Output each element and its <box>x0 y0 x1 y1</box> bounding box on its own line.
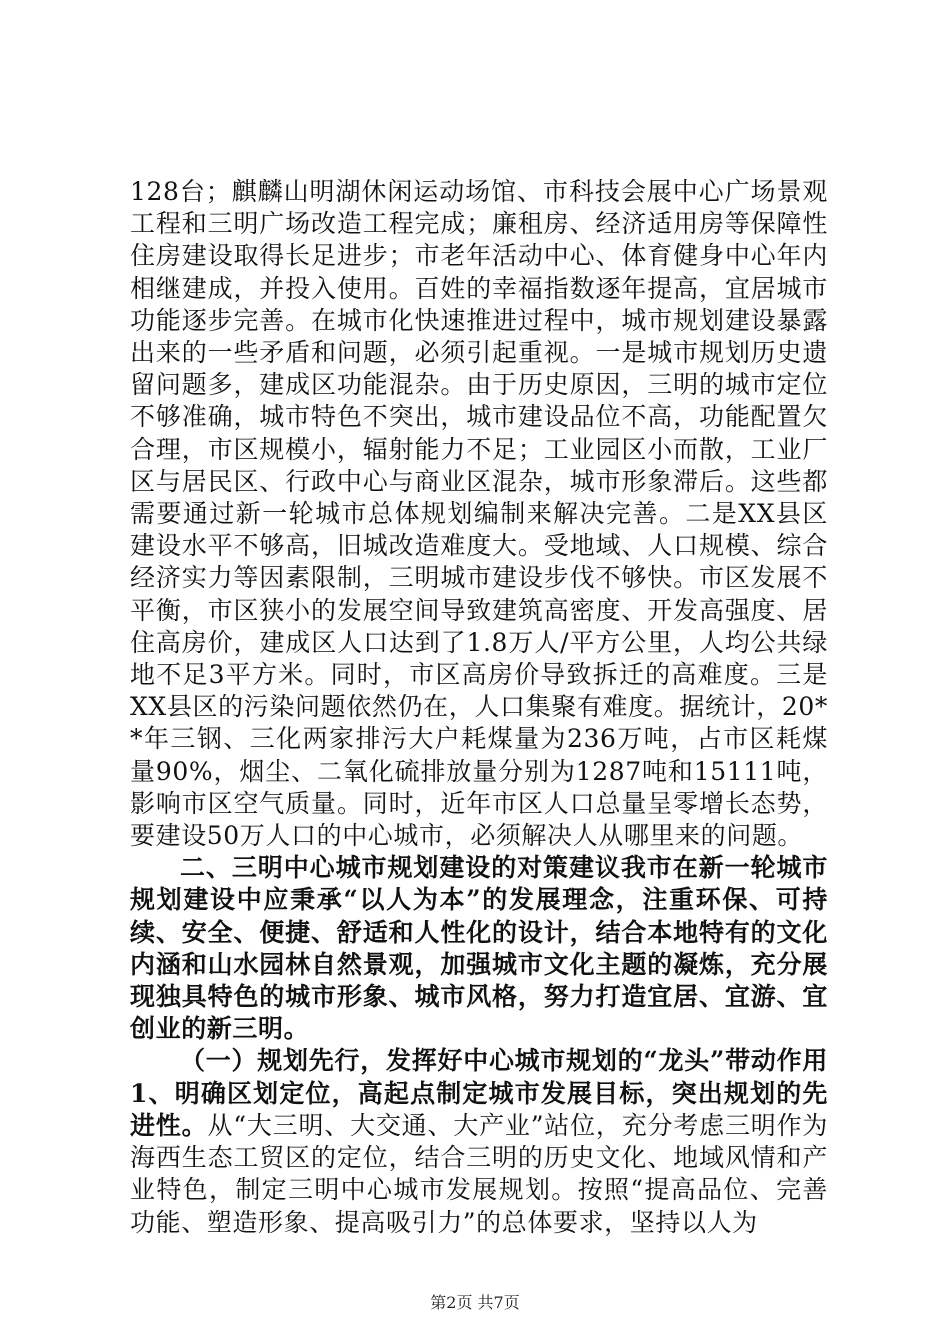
page-footer <box>0 1290 950 1313</box>
subsection-heading: （一）规划先行，发挥好中心城市规划的“龙头”带动作用1、明确区划定位，高起点制定城市发展目标，突出规划的先进性。 <box>130 1046 828 1140</box>
subsection-paragraph <box>130 1045 828 1238</box>
body-paragraph-1: 128台；麒麟山明湖休闲运动场馆、市科技会展中心广场景观工程和三明广场改造工程完成；廉租房、经济适用房等保障性住房建设取得长足进步；市老年活动中心、体育健身中心年内相继建成，并投入使用。百姓的幸福指数逐年提高，宜居城市功能逐步完善。在城市化快速推进过程中，城市规划建设暴露出来的一些矛盾和问题，必须引起重视。一是城市规划历史遗留问题多，建成区功能混杂。由于历史原因，三明的城市定位不够准确，城市特色不突出，城市建设品位不高，功能配置欠合理，市区规模小，辐射能力不足；工业园区小而散，工业厂区与居民区、行政中心与商业区混杂，城市形象滞后。这些都需要通过新一轮城市总体规划编制来解决完善。二是XX县区建设水平不够高，旧城改造难度大。受地域、人口规模、综合经济实力等因素限制，三明城市建设步伐不够快。市区发展不平衡，市区狭小的发展空间导致建筑高密度、开发高强度、居住高房价，建成区人口达到了1.8万人/平方公里，人均公共绿地不足3平方米。同时，市区高房价导致拆迁的高难度。三是XX县区的污染问题依然仍在，人口集聚有难度。据统计，20**年三钢、三化两家排污大户耗煤量为236万吨，占市区耗煤量90%，烟尘、二氧化硫排放量分别为1287吨和15111吨，影响市区空气质量。同时，近年市区人口总量呈零增长态势，要建设50万人口的中心城市，必须解决人从哪里来的问题。 <box>130 177 828 851</box>
subsection-body-text: 从“大三明、大交通、大产业”站位，充分考虑三明作为海西生态工贸区的定位，结合三明的历史文化、地域风情和产业特色，制定三明中心城市发展规划。按照“提高品位、完善功能、塑造形象、提高吸引力”的总体要求，坚持以人为 <box>130 1110 828 1237</box>
page-number: 第2页 共7页 <box>430 1293 520 1312</box>
document-body <box>130 176 828 1239</box>
section-heading-paragraph: 二、三明中心城市规划建设的对策建议我市在新一轮城市规划建设中应秉承“以人为本”的发展理念，注重环保、可持续、安全、便捷、舒适和人性化的设计，结合本地特有的文化内涵和山水园林自然景观，加强城市文化主题的凝炼，充分展现独具特色的城市形象、城市风格，努力打造宜居、宜游、宜创业的新三明。 <box>130 853 828 1044</box>
